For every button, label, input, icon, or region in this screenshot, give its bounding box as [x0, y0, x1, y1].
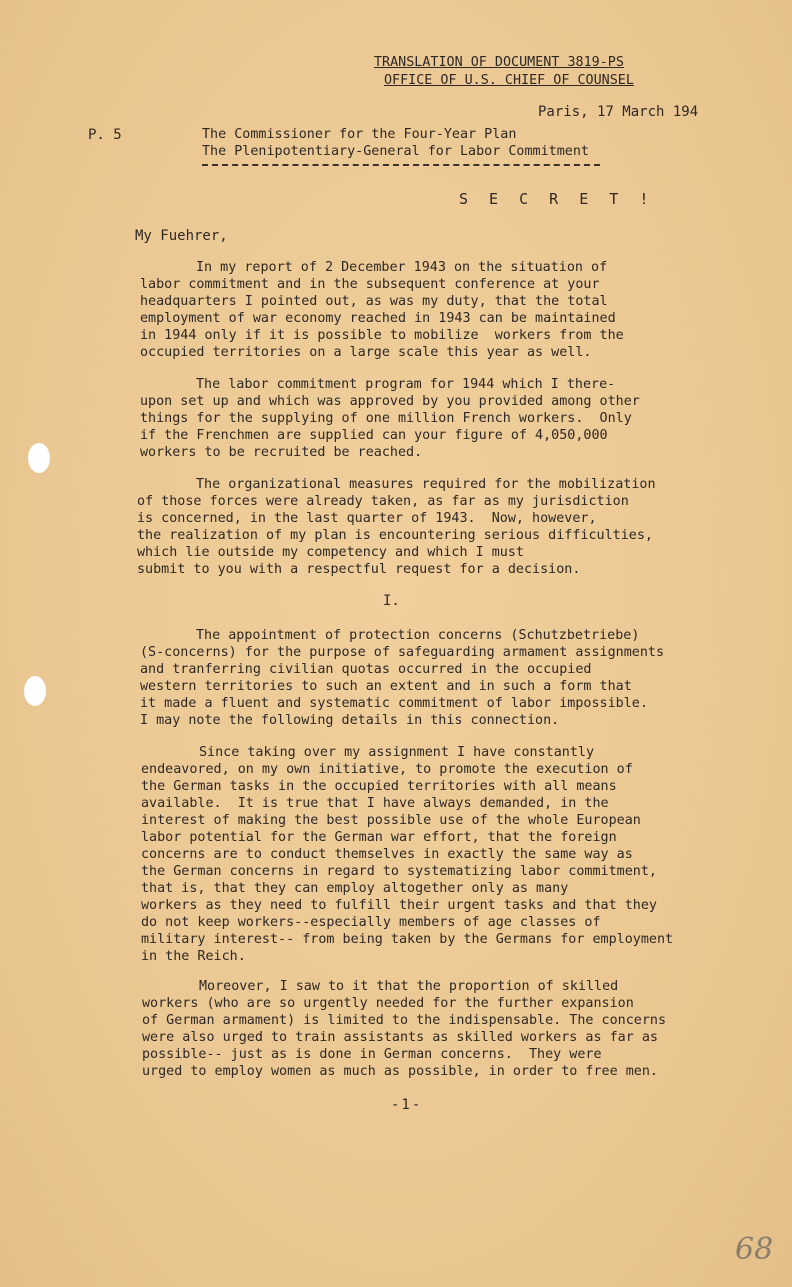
text-line: western territories to such an extent and in such a form that	[140, 679, 632, 694]
text-line: possible-- just as is done in German concerns. They were	[142, 1047, 602, 1062]
text-line: is concerned, in the last quarter of 1943. Now, however,	[137, 511, 597, 526]
text-line: In my report of 2 December 1943 on the situation of	[196, 260, 608, 275]
salutation: My Fuehrer,	[135, 228, 228, 244]
sender-title-1: The Commissioner for the Four-Year Plan	[202, 127, 517, 142]
paragraph	[137, 476, 656, 578]
text-line: (S-concerns) for the purpose of safeguarding armament assignments	[140, 645, 665, 660]
text-line: labor potential for the German war effort, that the foreign	[141, 830, 617, 845]
text-line: the German tasks in the occupied territories with all means	[141, 779, 617, 794]
text-line: that is, that they can employ altogether only as many	[141, 881, 569, 896]
punch-hole	[28, 443, 50, 473]
text-line: the German concerns in regard to systematizing labor commitment,	[141, 864, 657, 879]
handwritten-page-number: 68	[735, 1232, 774, 1267]
text-line: military interest-- from being taken by the Germans for employment	[141, 932, 674, 947]
text-line: do not keep workers--especially members of age classes of	[141, 915, 601, 930]
text-line: urged to employ women as much as possible, in order to free men.	[142, 1064, 658, 1079]
text-line: Since taking over my assignment I have constantly	[199, 745, 595, 760]
paragraph	[142, 978, 666, 1080]
text-line: The appointment of protection concerns (Schutzbetriebe)	[196, 628, 640, 643]
punch-hole	[24, 676, 46, 706]
text-line: endeavored, on my own initiative, to promote the execution of	[141, 762, 633, 777]
text-line: interest of making the best possible use of the whole European	[141, 813, 641, 828]
office-header: OFFICE OF U.S. CHIEF OF COUNSEL	[384, 73, 634, 88]
text-line: which lie outside my competency and which I must	[137, 545, 524, 560]
text-line: if the Frenchmen are supplied can your figure of 4,050,000	[140, 428, 608, 443]
text-line: I may note the following details in this connection.	[140, 713, 560, 728]
text-line: and tranferring civilian quotas occurred in the occupied	[140, 662, 592, 677]
text-line: labor commitment and in the subsequent conference at your	[140, 277, 600, 292]
page-reference: P. 5	[88, 127, 122, 143]
text-line: it made a fluent and systematic commitment of labor impossible.	[140, 696, 648, 711]
classification-stamp: S E C R E T !	[459, 190, 655, 208]
text-line: in the Reich.	[141, 949, 246, 964]
text-line: concerns are to conduct themselves in exactly the same way as	[141, 847, 633, 862]
text-line: The labor commitment program for 1944 which I there-	[196, 377, 616, 392]
text-line: The organizational measures required for the mobilization	[196, 477, 656, 492]
text-line: workers to be recruited be reached.	[140, 445, 423, 460]
paragraph	[140, 259, 624, 361]
text-line: available. It is true that I have always demanded, in the	[141, 796, 609, 811]
text-line: headquarters I pointed out, as was my duty, that the total	[140, 294, 608, 309]
text-line: in 1944 only if it is possible to mobilize workers from the	[140, 328, 624, 343]
document-date: Paris, 17 March 194	[538, 104, 699, 120]
text-line: Moreover, I saw to it that the proportion of skilled	[199, 979, 619, 994]
text-line: of German armament) is limited to the indispensable. The concerns	[142, 1013, 667, 1028]
paragraph	[140, 627, 664, 729]
sender-title-2: The Plenipotentiary-General for Labor Commitment	[202, 144, 589, 159]
header-divider	[202, 164, 600, 166]
section-numeral: I.	[383, 593, 400, 609]
text-line: the realization of my plan is encountering serious difficulties,	[137, 528, 653, 543]
text-line: submit to you with a respectful request for a decision.	[137, 562, 581, 577]
text-line: employment of war economy reached in 1943 can be maintained	[140, 311, 616, 326]
text-line: things for the supplying of one million French workers. Only	[140, 411, 632, 426]
text-line: workers (who are so urgently needed for the further expansion	[142, 996, 634, 1011]
text-line: occupied territories on a large scale this year as well.	[140, 345, 592, 360]
text-line: workers as they need to fulfill their urgent tasks and that they	[141, 898, 657, 913]
text-line: upon set up and which was approved by you provided among other	[140, 394, 640, 409]
page-number: -1-	[391, 1097, 423, 1113]
text-line: were also urged to train assistants as skilled workers as far as	[142, 1030, 658, 1045]
translation-header: TRANSLATION OF DOCUMENT 3819-PS	[374, 55, 624, 70]
paragraph	[140, 376, 640, 461]
text-line: of those forces were already taken, as far as my jurisdiction	[137, 494, 629, 509]
paragraph	[141, 744, 673, 965]
